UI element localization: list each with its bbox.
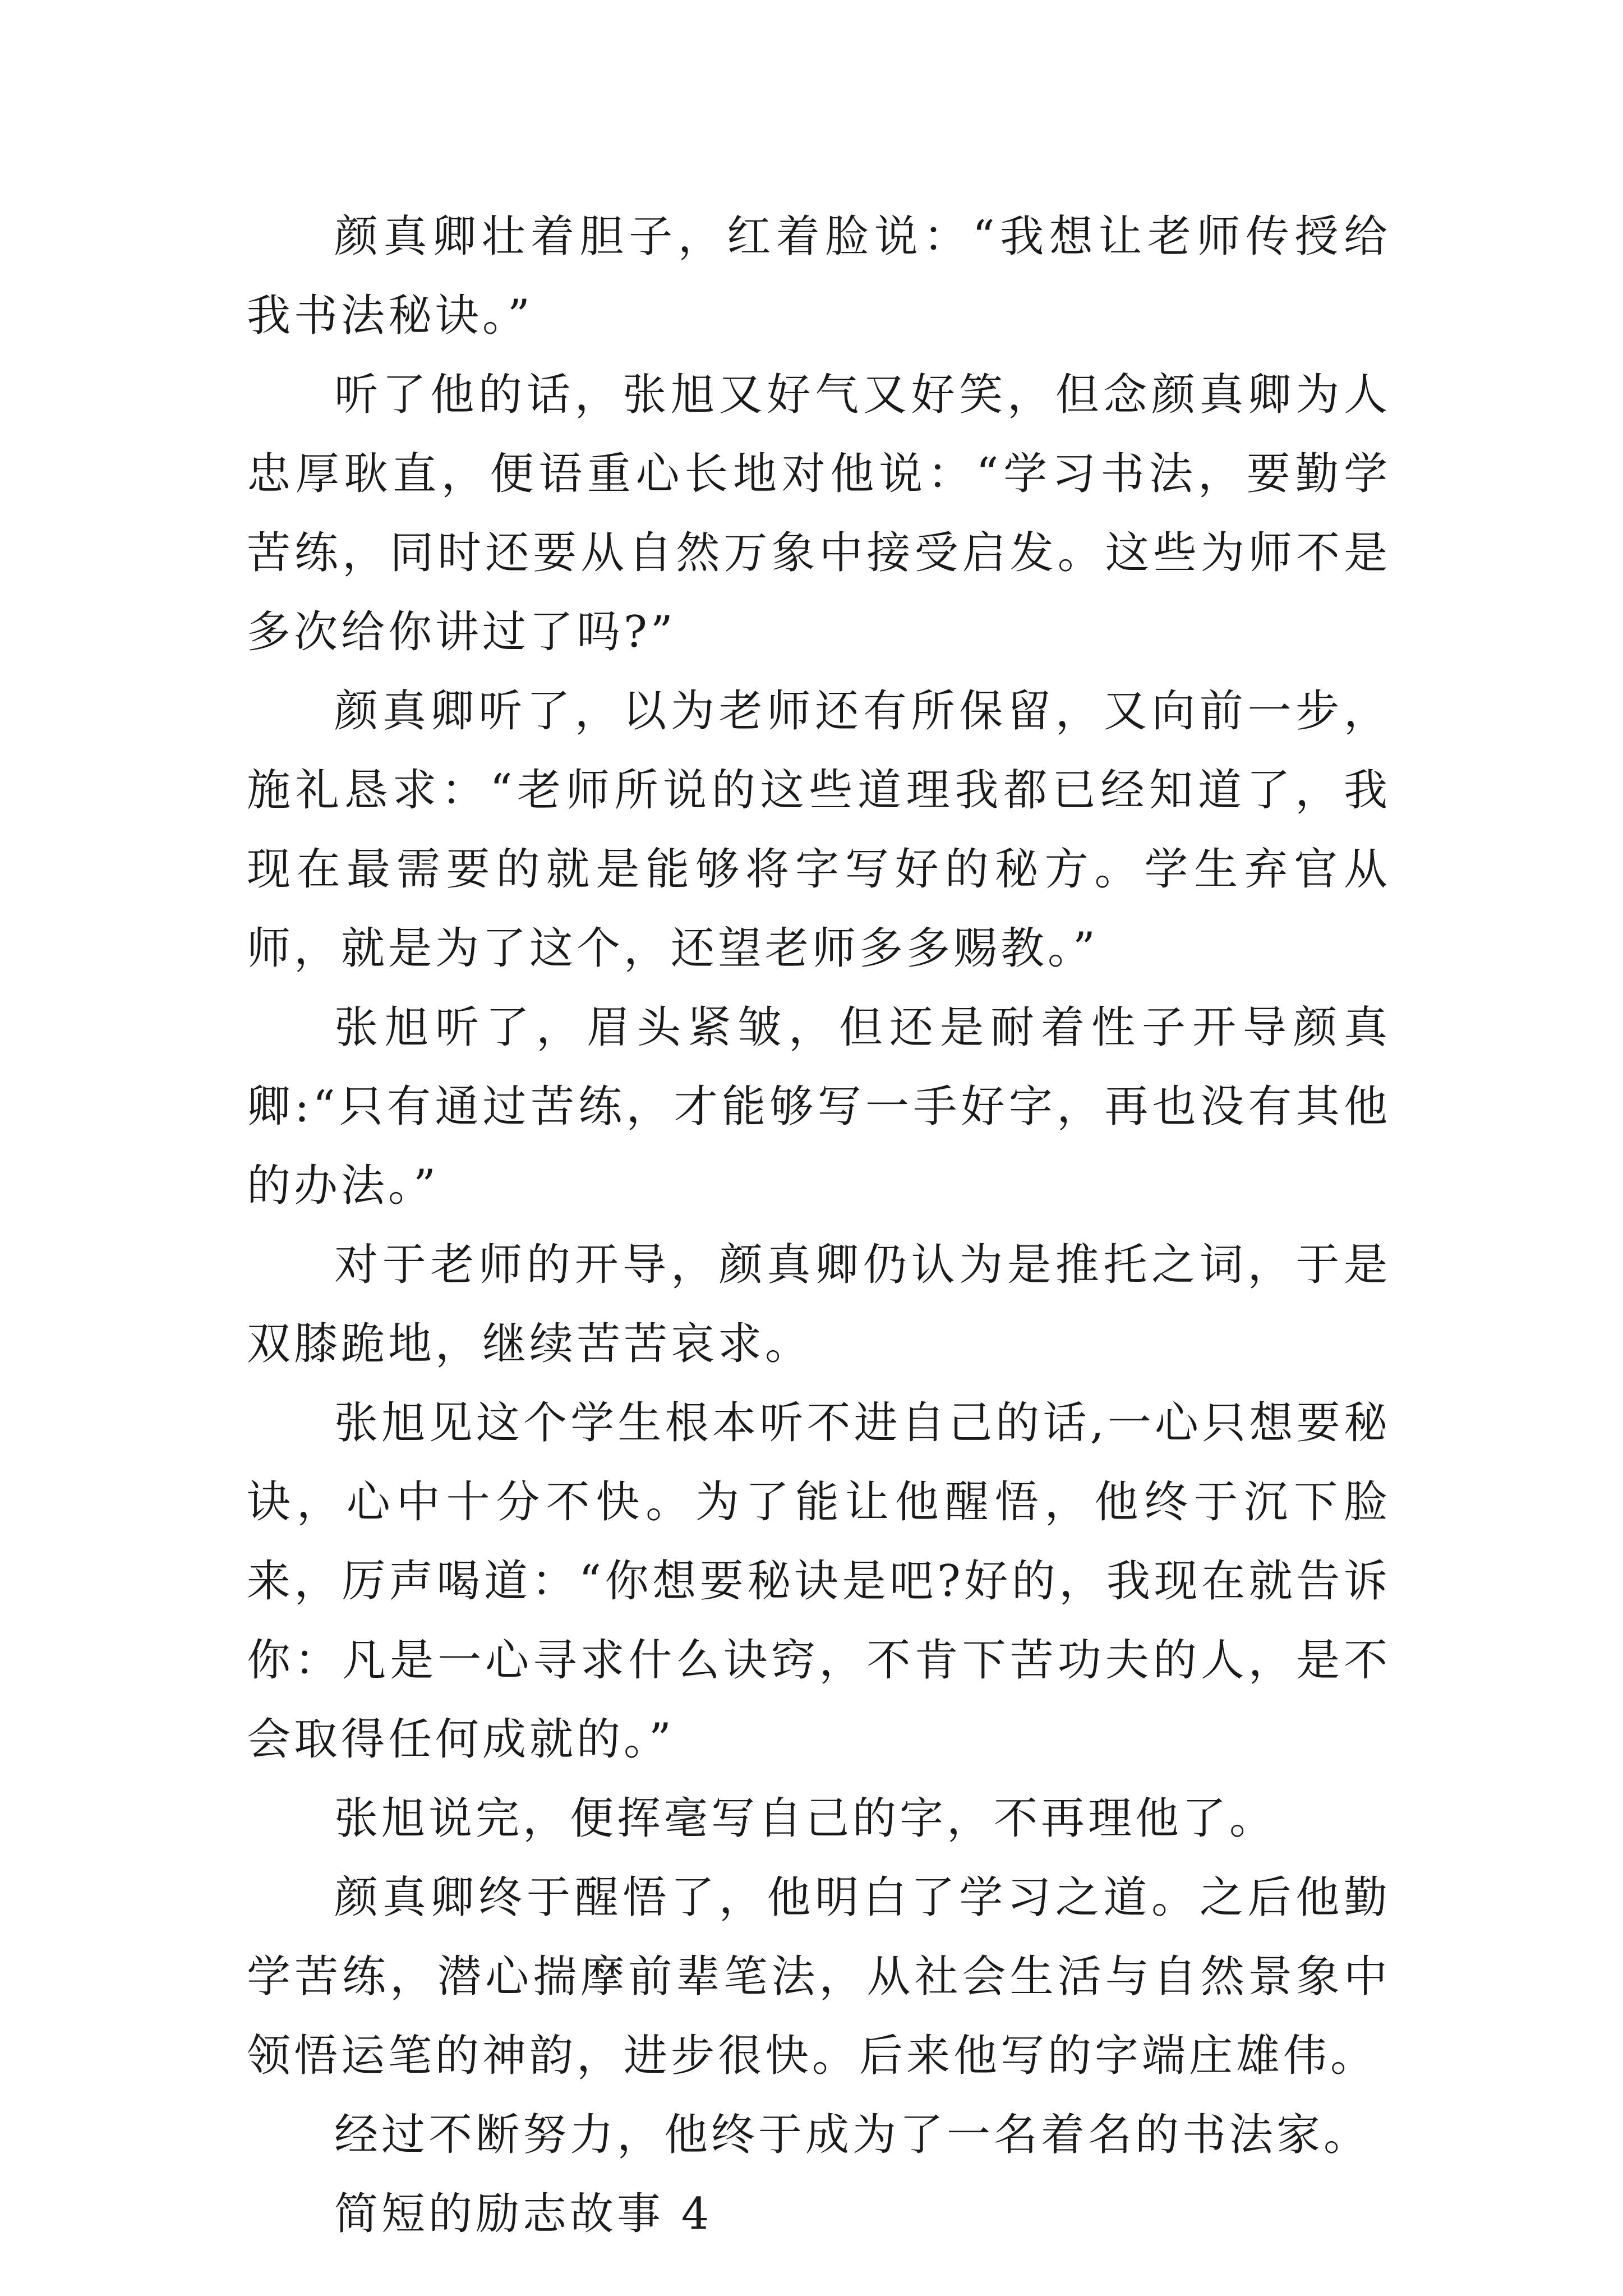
paragraph: 颜真卿壮着胆子，红着脸说：“我想让老师传授给我书法秘诀。” xyxy=(247,211,1391,341)
section-heading: 简短的励志故事 4 xyxy=(334,2189,713,2239)
paragraph: 颜真卿听了，以为老师还有所保留，又向前一步，施礼恳求：“老师所说的这些道理我都已经知道了，我现在最需要的就是能够将字写好的秘方。学生弃官从师，就是为了这个，还望老师多多赐教。” xyxy=(247,686,1391,974)
paragraph: 张旭听了，眉头紧皱，但还是耐着性子开导颜真卿:“只有通过苦练，才能够写一手好字，再也没有其他的办法。” xyxy=(247,1002,1391,1211)
paragraph: 张旭见这个学生根本听不进自己的话,一心只想要秘诀，心中十分不快。为了能让他醒悟，他终于沉下脸来，厉声喝道：“你想要秘诀是吧?好的，我现在就告诉你：凡是一心寻求什么诀窍，不肯下苦功夫的人，是不会取得任何成就的。” xyxy=(247,1398,1391,1765)
paragraph: 颜真卿终于醒悟了，他明白了学习之道。之后他勤学苦练，潜心揣摩前辈笔法，从社会生活与自然景象中领悟运笔的神韵，进步很快。后来他写的字端庄雄伟。 xyxy=(247,1872,1391,2081)
paragraph: 听了他的话，张旭又好气又好笑，但念颜真卿为人忠厚耿直，便语重心长地对他说：“学习书法，要勤学苦练，同时还要从自然万象中接受启发。这些为师不是多次给你讲过了吗?” xyxy=(247,370,1391,657)
paragraph: 张旭说完，便挥毫写自己的字，不再理他了。 xyxy=(334,1793,1277,1844)
document-body xyxy=(247,197,1391,2254)
paragraph: 经过不断努力，他终于成为了一名着名的书法家。 xyxy=(334,2110,1371,2160)
paragraph: 对于老师的开导，颜真卿仍认为是推托之词，于是双膝跪地，继续苦苦哀求。 xyxy=(247,1240,1391,1369)
